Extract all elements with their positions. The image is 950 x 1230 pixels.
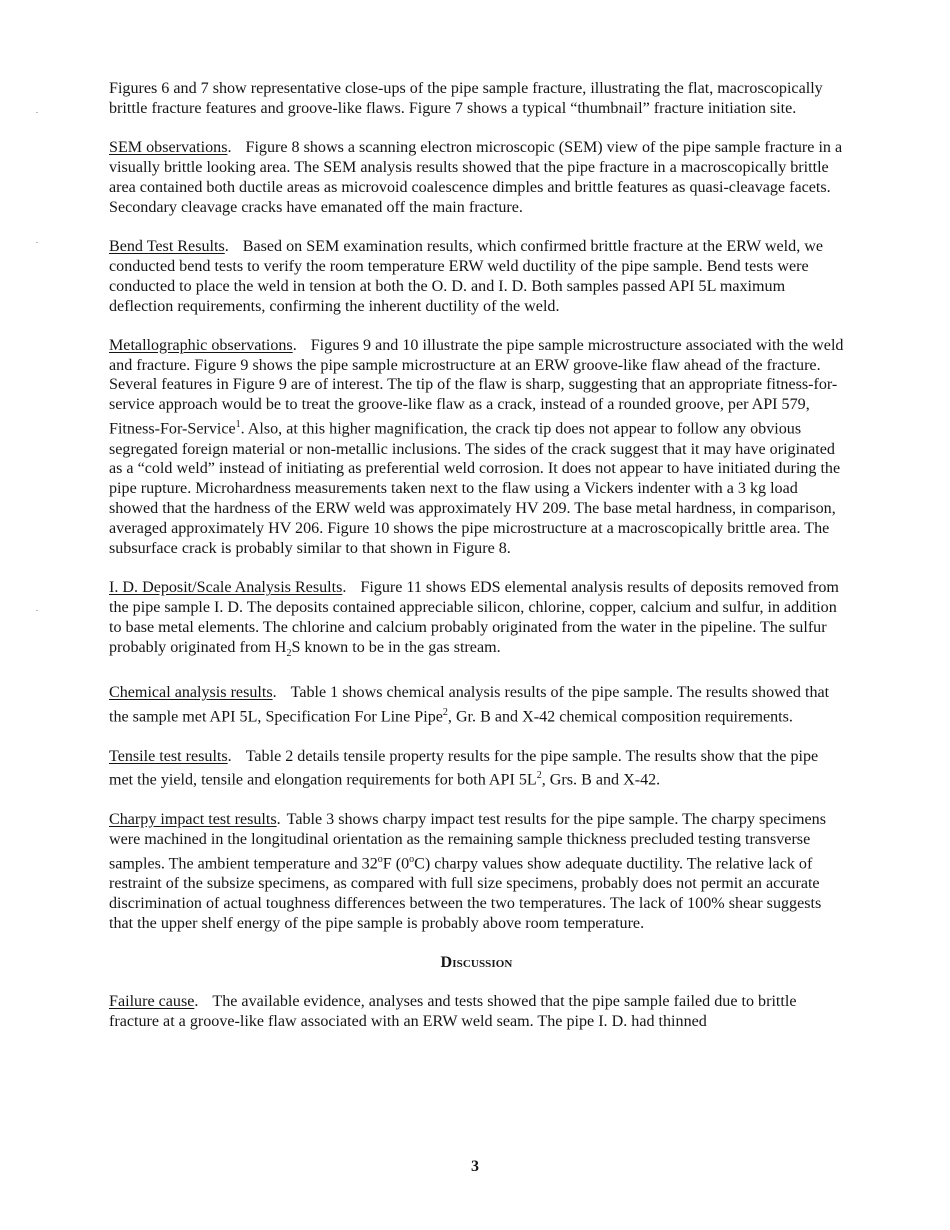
paragraph-bend-test: Bend Test Results. Based on SEM examination results, which confirmed brittle fracture at the ERW weld, we conducted bend tests to verify the room temperature ERW weld ductility of the pipe sample. Bend tests were conducted to place the weld in tension at both the O. D. and I. D. Both samples passed API 5L maximum deflection requirements, confirming the inherent ductility of the weld. [109, 237, 824, 315]
paragraph-text: C) charpy values show adequate ductility. The relative lack of restraint of the subsize specimens, as compared with full size specimens, probably does not permit an accurate discrimination of actual toughness differences between the two temperatures. The lack of 100% shear suggests that the upper shelf energy of the pipe sample is probably above room temperature. [109, 855, 822, 932]
paragraph-tensile-test: Tensile test results. Table 2 details tensile property results for the pipe sample. The results show that the pipe met the yield, tensile and elongation requirements for both API $5L^2$, Grs. B and X-42. [109, 747, 819, 789]
paragraph-text: . Also, at this higher magnification, the crack tip does not appear to follow any obvious segregated foreign material or non-metallic inclusions. The sides of the crack suggest that it may have originated as a “cold weld” instead of initiating as preferential weld corrosion. It does not appear to have initiated during the pipe rupture. Microhardness measurements taken next to the flaw using a Vickers indenter with a 3 kg load showed that the hardness of the ERW weld was approximately HV 209. The base metal hardness, in comparison, averaged approximately HV 206. Figure 10 shows the pipe microstructure at a macroscopically brittle area. The subsurface crack is probably similar to that shown in Figure 8. [109, 420, 841, 558]
section-heading-bend-test: Bend Test Results [109, 237, 225, 255]
degree-superscript: o [409, 853, 415, 865]
paragraph-failure-cause: Failure cause. The available evidence, analyses and tests showed that the pipe sample failed due to brittle fracture at a groove-like flaw associated with an ERW weld seam. The pipe I. D. had thinned [109, 992, 797, 1030]
margin-mark [36, 112, 38, 113]
paragraph-figures-intro [109, 79, 844, 119]
paragraph-text: The available evidence, analyses and tests showed that the pipe sample failed due to brittle fracture at a groove-like flaw associated with an ERW weld seam. The pipe I. D. had thinned [109, 992, 797, 1030]
reference-superscript: 2 [536, 770, 542, 782]
section-heading-charpy: Charpy impact test results [109, 810, 277, 828]
paragraph-text: Table 2 details tensile property results for the pipe sample. The results show that the pipe met the yield, tensile and elongation requirements for both API 5L [109, 747, 819, 789]
section-heading-sem: SEM observations [109, 139, 228, 156]
section-heading-failure-cause: Failure cause [109, 992, 195, 1010]
paragraph-text: Figure 8 shows a scanning electron microscopic (SEM) view of the pipe sample fracture in a visually brittle looking area. The SEM analysis results showed that the pipe fracture in a macroscopically brittle area contained both ductile areas as microvoid coalescence dimples and brittle features as quasi-cleavage facets. Secondary cleavage cracks have emanated off the main fracture. [109, 139, 843, 216]
paragraph-metallographic: Metallographic observations. Figures 9 and 10 illustrate the pipe sample microstructure associated with the weld and fracture. Figure 9 shows the pipe sample microstructure at an ERW groove-like flaw ahead of the fracture. Several features in Figure 9 are of interest. The tip of the flaw is sharp, suggesting that an appropriate fitness-for-service approach would be to treat the groove-like flaw as a crack, instead of a rounded groove, per API 579, Fitness-For-Service$^1$. Also, at this higher magnification, the crack tip does not appear to follow any obvious segregated foreign material or non-metallic inclusions. The sides of the crack suggest that it may have originated as a “cold weld” instead of initiating as preferential weld corrosion. It does not appear to have initiated during the pipe rupture. Microhardness measurements taken next to the flaw using a Vickers indenter with a 3 kg load showed that the hardness of the ERW weld was approximately HV 209. The base metal hardness, in comparison, averaged approximately HV 206. Figure 10 shows the pipe microstructure at a macroscopically brittle area. The subsurface crack is probably similar to that shown in Figure 8. [109, 336, 844, 558]
paragraph-chemical-analysis: Chemical analysis results. Table 1 shows chemical analysis results of the pipe sample. The results showed that the sample met API 5L, Specification For Line Pipe$^2$, Gr. B and X-42 chemical composition requirements. [109, 684, 830, 726]
paragraph-sem-observations: SEM observations. Figure 8 shows a scanning electron microscopic (SEM) view of the pipe sample fracture in a visually brittle looking area. The SEM analysis results showed that the pipe fracture in a macroscopically brittle area contained both ductile areas as microvoid coalescence dimples and brittle features as quasi-cleavage facets. Secondary cleavage cracks have emanated off the main fracture. [109, 139, 843, 216]
margin-mark [36, 242, 38, 243]
margin-mark [36, 610, 38, 611]
paragraph-text: , Gr. B and X-42 chemical composition requirements. [447, 708, 793, 726]
section-heading-chemical: Chemical analysis results [109, 684, 273, 702]
paragraph-text: Table 3 shows charpy impact test results for the pipe sample. The charpy specimens were machined in the longitudinal orientation as the remaining sample thickness precluded testing transverse samples. The ambient temperature and 32 [109, 810, 826, 873]
paragraph-text: , Grs. B and X-42. [541, 771, 661, 789]
section-title-discussion: Discussion [440, 953, 513, 971]
subscript: 2 [286, 648, 292, 660]
paragraph-text: Figures 9 and 10 illustrate the pipe sample microstructure associated with the weld and fracture. Figure 9 shows the pipe sample microstructure at an ERW groove-like flaw ahead of the fracture. Several features in Figure 9 are of interest. The tip of the flaw is sharp, suggesting that an appropriate fitness-for-service approach would be to treat the groove-like flaw as a crack, instead of a rounded groove, per API 579, Fitness-For-Service [109, 336, 844, 438]
paragraph-text: F (0 [382, 855, 410, 873]
degree-superscript: o [377, 853, 383, 865]
section-heading-tensile: Tensile test results [109, 747, 228, 765]
document-body [109, 79, 844, 1051]
paragraph-text: Based on SEM examination results, which confirmed brittle fracture at the ERW weld, we conducted bend tests to verify the room temperature ERW weld ductility of the pipe sample. Bend tests were conducted to place the weld in tension at both the O. D. and I. D. Both samples passed API 5L maximum deflection requirements, confirming the inherent ductility of the weld. [109, 237, 824, 315]
paragraph-text: Figure 11 shows EDS elemental analysis results of deposits removed from the pipe sample I. D. The deposits contained appreciable silicon, chlorine, copper, calcium and sulfur, in addition to base metal elements. The chlorine and calcium probably originated from the water in the pipeline. The sulfur probably originated from H [109, 579, 839, 656]
paragraph-text: Figures 6 and 7 show representative close-ups of the pipe sample fracture, illustrating the flat, macroscopically brittle fracture features and groove-like flaws. Figure 7 shows a typical “thumbnail” fracture initiation site. [109, 80, 823, 117]
paragraph-text: S known to be in the gas stream. [291, 638, 501, 656]
paragraph-deposit-analysis: I. D. Deposit/Scale Analysis Results. Figure 11 shows EDS elemental analysis results of deposits removed from the pipe sample I. D. The deposits contained appreciable silicon, chlorine, copper, calcium and sulfur, in addition to base metal elements. The chlorine and calcium probably originated from the water in the pipeline. The sulfur probably originated from $H_2S$ known to be in the gas stream. [109, 579, 839, 660]
section-heading-deposit: I. D. Deposit/Scale Analysis Results [109, 579, 343, 597]
page-number: 3 [471, 1158, 479, 1175]
paragraph-text: Table 1 shows chemical analysis results of the pipe sample. The results showed that the sample met API 5L, Specification For Line Pipe [109, 684, 830, 726]
reference-superscript: 2 [442, 707, 448, 719]
section-heading-metallographic: Metallographic observations [109, 336, 293, 354]
paragraph-charpy-impact: Charpy impact test results. Table 3 shows charpy impact test results for the pipe sample. The charpy specimens were machined in the longitudinal orientation as the remaining sample thickness precluded testing transverse samples. The ambient temperature and 32$^o$F (0$^o$C) charpy values show adequate ductility. The relative lack of restraint of the subsize specimens, as compared with full size specimens, probably does not permit an accurate discrimination of actual toughness differences between the two temperatures. The lack of 100% shear suggests that the upper shelf energy of the pipe sample is probably above room temperature. [109, 810, 826, 932]
reference-superscript: 1 [235, 419, 241, 431]
